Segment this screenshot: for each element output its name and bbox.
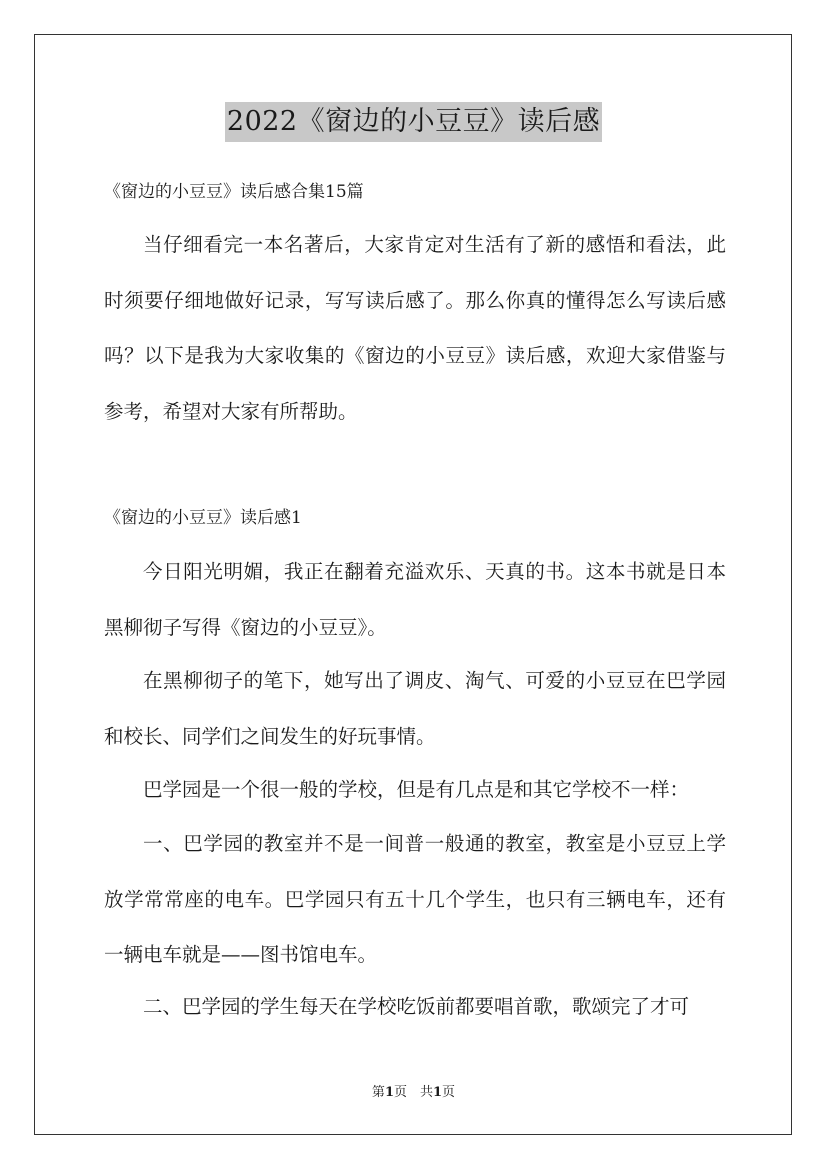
- title-container: [0, 102, 827, 142]
- document-title: 2022《窗边的小豆豆》读后感: [225, 102, 602, 142]
- page-footer: [0, 1084, 827, 1102]
- intro-paragraph: 当仔细看完一本名著后，大家肯定对生活有了新的感悟和看法，此时须要仔细地做好记录，写写读后感了。那么你真的懂得怎么写读后感吗？以下是我为大家收集的《窗边的小豆豆》读后感，欢迎大家借鉴与参考，希望对大家有所帮助。: [104, 233, 726, 423]
- footer-page-number: 1: [384, 1085, 394, 1100]
- footer-suffix: 页: [442, 1085, 456, 1100]
- body-paragraph-2: 在黑柳彻子的笔下，她写出了调皮、淘气、可爱的小豆豆在巴学园和校长、同学们之间发生的好玩事情。: [104, 669, 726, 748]
- body-paragraph-5: 二、巴学园的学生每天在学校吃饭前都要唱首歌，歌颂完了才可: [143, 995, 690, 1018]
- footer-total-pages: 1: [433, 1085, 443, 1100]
- body-paragraph-4: 一、巴学园的教室并不是一间普一般通的教室，教室是小豆豆上学放学常常座的电车。巴学园只有五十几个学生，也只有三辆电车，还有一辆电车就是——图书馆电车。: [104, 832, 726, 966]
- footer-mid: 页 共: [393, 1085, 433, 1100]
- document-subtitle: 《窗边的小豆豆》读后感合集15篇: [104, 182, 364, 202]
- body-paragraph-3: 巴学园是一个很一般的学校，但是有几点是和其它学校不一样：: [143, 778, 690, 801]
- body-paragraph-1: 今日阳光明媚，我正在翻着充溢欢乐、天真的书。这本书就是日本黑柳彻子写得《窗边的小豆豆》。: [104, 560, 726, 639]
- section-heading: 《窗边的小豆豆》读后感1: [104, 508, 302, 528]
- footer-prefix: 第: [371, 1085, 385, 1100]
